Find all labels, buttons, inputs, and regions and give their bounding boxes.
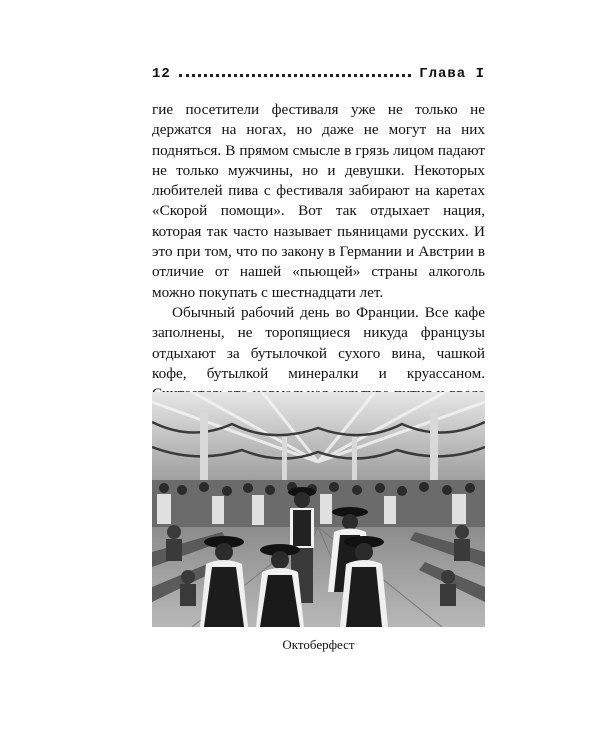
oktoberfest-photo: [152, 392, 485, 627]
header-leader-dots: [179, 74, 411, 77]
running-header: [152, 66, 485, 86]
chapter-title: Глава I: [419, 66, 485, 82]
body-text: [152, 100, 485, 425]
oktoberfest-photo-illustration: [152, 392, 485, 627]
paragraph-france: Обычный рабочий день во Франции. Все кафе заполнены, не торопящиеся никуда французы отдыхают за бутылочкой сухого вина, чашкой кофе, бутылкой минералки и круассаном.: [152, 303, 485, 382]
page-number: 12: [152, 66, 171, 82]
paragraph-continued: гие посетители фестиваля уже не только не держатся на ногах, но даже не могут на них подняться. В прямом смысле в грязь лицом падают не только мужчины, но и девушки. Некоторых любителей пива с фестиваля забирают на каретах «Скорой помощи». Вот так отдыхает нация, которая так часто называет пьяницами русских. И это при том, что по закону в Германии и Австрии в отличие от нашей «пьющей» страны алкоголь можно покупать с шестнадцати лет.: [152, 101, 485, 301]
photo-caption: Октоберфест: [282, 637, 355, 652]
